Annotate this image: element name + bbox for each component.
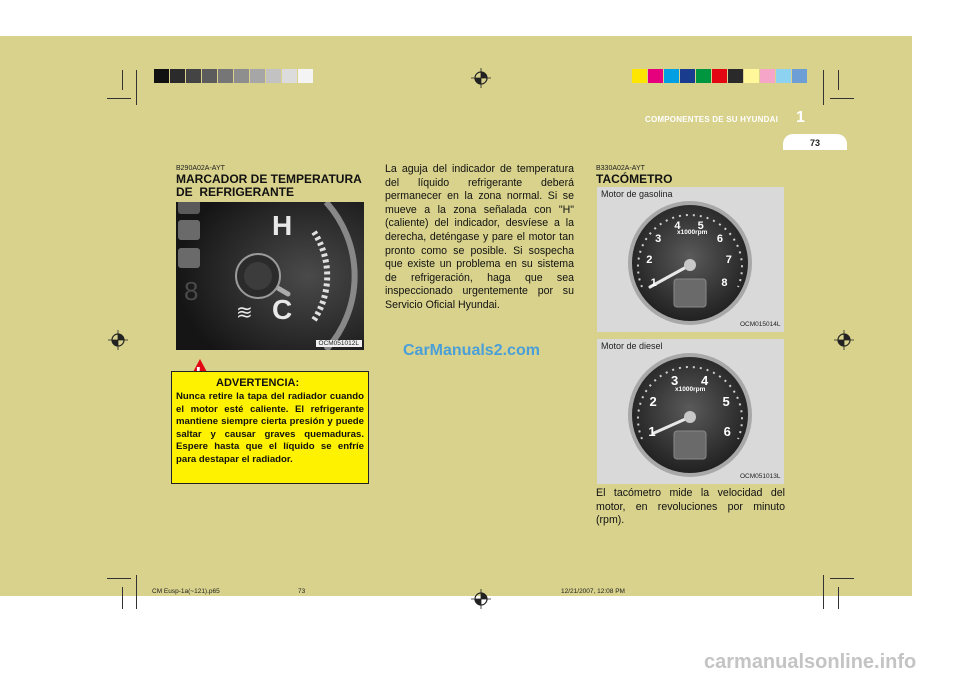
crop-mark <box>136 70 137 105</box>
chapter-number: 1 <box>796 109 805 126</box>
tachometer-description: El tacómetro mide la velocidad del motor, en revoluciones por minuto (rpm). <box>596 487 785 527</box>
gray-swatch <box>154 69 169 83</box>
dial-number: 5 <box>697 219 704 232</box>
gasoline-caption: Motor de gasolina <box>601 189 673 199</box>
site-watermark: CarManuals2.com <box>403 342 540 359</box>
crop-mark <box>838 587 839 609</box>
gray-swatch <box>298 69 313 83</box>
photo-reference-label: OCM051013L <box>740 473 781 480</box>
color-swatch <box>696 69 711 83</box>
dial-number: 5 <box>722 393 730 409</box>
dial-number: 2 <box>649 393 657 409</box>
crop-mark <box>830 578 854 579</box>
warning-title: ADVERTENCIA: <box>216 377 300 389</box>
section-title: COMPONENTES DE SU HYUNDAI <box>645 115 779 124</box>
gauge-cold-mark: C <box>272 294 293 325</box>
registration-mark-icon <box>108 330 128 350</box>
gasoline-rpm-unit: x1000rpm <box>677 229 708 236</box>
dial-number: 4 <box>700 372 709 388</box>
color-swatch <box>648 69 663 83</box>
tachometer-heading: TACÓMETRO <box>596 172 673 186</box>
footer-file-name: CM Eusp-1a(~121).p65 <box>152 588 220 595</box>
temperature-gauge-icon <box>176 202 364 350</box>
gray-swatch <box>170 69 185 83</box>
dial-number: 3 <box>655 232 662 245</box>
dial-number: 3 <box>671 372 679 388</box>
gray-swatch <box>186 69 201 83</box>
dial-number: 8 <box>721 276 728 289</box>
crop-mark <box>823 70 824 105</box>
crop-mark <box>136 575 137 609</box>
crop-mark <box>838 70 839 90</box>
gray-swatch <box>282 69 297 83</box>
section-code: B290A02A-AYT <box>176 165 225 172</box>
color-swatch <box>680 69 695 83</box>
crop-mark <box>122 70 123 90</box>
crop-mark <box>823 575 824 609</box>
diesel-rpm-unit: x1000rpm <box>675 386 706 393</box>
dial-number: 6 <box>723 423 731 439</box>
diesel-caption: Motor de diesel <box>601 341 663 351</box>
crop-mark <box>830 98 854 99</box>
gray-swatch <box>218 69 233 83</box>
registration-mark-icon <box>471 68 491 88</box>
photo-reference-label: OCM015014L <box>740 321 781 328</box>
coolant-heading-line2: DE REFRIGERANTE <box>176 185 295 199</box>
color-swatch <box>776 69 791 83</box>
footer-date: 12/21/2007, 12:08 PM <box>561 588 625 595</box>
page-number: 73 <box>783 134 847 150</box>
temperature-gauge-photo <box>176 202 364 350</box>
warning-box <box>171 371 369 484</box>
footer-page: 73 <box>298 588 306 595</box>
color-swatch <box>792 69 807 83</box>
diesel-tachometer-image <box>597 339 784 484</box>
crop-mark <box>107 578 131 579</box>
gauge-hot-mark: H <box>272 210 293 241</box>
crop-mark <box>107 98 131 99</box>
color-swatch <box>728 69 743 83</box>
photo-reference-label: OCM051012L <box>316 340 362 347</box>
color-swatch <box>760 69 775 83</box>
crop-mark <box>122 587 123 609</box>
dial-number: 1 <box>650 276 657 289</box>
section-code: B330A02A-AYT <box>596 165 645 172</box>
gray-swatch <box>234 69 249 83</box>
gasoline-tachometer-image <box>597 187 784 332</box>
coolant-description: La aguja del indicador de temperatura del líquido refrigerante deberá permanecer en la zona normal. Si se mueve a la zona señalada con "H" (caliente) del indicador, desvíese a la derecha, deténgase y pare el motor tan pronto como se posible. Si sospecha que existe un problema en su sistema de refrigeración, haga que sea inspeccionado urgentemente por su Servicio Oficial Hyundai. <box>385 163 574 311</box>
dial-number: 6 <box>716 232 724 245</box>
dial-number: 2 <box>646 254 653 267</box>
bottom-watermark: carmanualsonline.info <box>704 651 917 673</box>
warning-text: Nunca retire la tapa del radiador cuando el motor esté caliente. El refrigerante mantiene siempre cierta presión y puede saltar y causar graves quemaduras. Espere hasta que el líquido se enfríe para destapar el radiador. <box>176 391 364 465</box>
gray-swatch <box>250 69 265 83</box>
gray-swatch <box>266 69 281 83</box>
color-swatch <box>632 69 647 83</box>
coolant-heading-line1: MARCADOR DE TEMPERATURA <box>176 172 362 186</box>
coolant-temperature-icon: ≋ <box>236 302 253 324</box>
color-swatch <box>664 69 679 83</box>
gauge-display-digit: 8 <box>184 276 199 306</box>
dial-number: 4 <box>674 219 681 232</box>
gray-swatch <box>202 69 217 83</box>
dial-number: 7 <box>725 254 732 267</box>
tachometer-dial-icon <box>626 351 754 479</box>
color-swatch <box>744 69 759 83</box>
color-swatch <box>712 69 727 83</box>
dial-number: 1 <box>648 423 656 439</box>
registration-mark-icon <box>471 589 491 609</box>
tachometer-dial-icon <box>626 199 754 327</box>
registration-mark-icon <box>834 330 854 350</box>
